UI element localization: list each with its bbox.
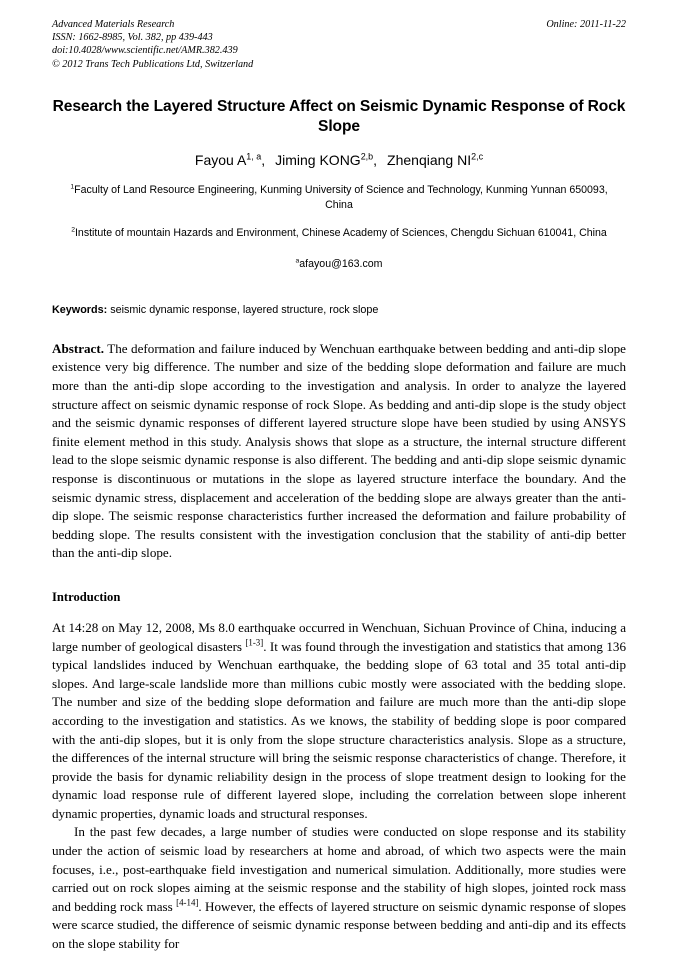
affiliation-marker: 2 [71, 226, 75, 234]
keywords-line [52, 303, 626, 318]
author-entry: Fayou A$^{1, a}$, [194, 151, 266, 168]
journal-name: Advanced Materials Research [52, 19, 175, 30]
affiliation-2 [56, 226, 622, 241]
author-affiliation-marker: 2,c [471, 151, 484, 162]
affiliation-marker: 1 [70, 183, 75, 191]
author-entry: Jiming KONG$^{2,b}$, [275, 151, 378, 168]
journal-copyright: © 2012 Trans Tech Publications Ltd, Switzerland [52, 58, 254, 70]
affiliation-text: Institute of mountain Hazards and Environment, Chinese Academy of Sciences, Chengdu Sichuan 610041, China [74, 226, 607, 239]
author-list [52, 151, 626, 169]
author-name: Zhenqiang NI [387, 151, 472, 168]
citation-marker: [1-3] [245, 637, 264, 648]
introduction-paragraph-1 [52, 619, 626, 824]
journal-issn: ISSN: 1662-8985, Vol. 382, pp 439-443 [52, 32, 213, 44]
email-address: afayou@163.com [299, 257, 383, 270]
email-marker: a [295, 257, 300, 265]
abstract-paragraph [52, 340, 626, 563]
paragraph-text-part: . However, the effects of layered structure on seismic dynamic response of slopes were scarce studied, the difference of seismic dynamic response between bedding and anti-dip and its effects on the slope stability for [52, 898, 626, 952]
paragraph-text-part: In the past few decades, a large number of studies were conducted on slope response and its stability under the action of seismic load by researchers at home and abroad, of which two aspects were the main focuses, i.e., post-earthquake field investigation and numerical simulation. Additionally, more studies were carried out on rock slopes aiming at the seismic response and the stability of high slopes, jointed rock mass and bedding rock mass [52, 824, 626, 914]
abstract-text: The deformation and failure induced by Wenchuan earthquake between bedding and anti-dip slope existence very big difference. The number and size of the bedding slope deformation and failure are much more than the anti-dip slope according to the investigation and analysis. In order to analyze the layered structure affect on seismic dynamic response of rock Slope. As bedding and anti-dip slope is the study object and the seismic dynamic responses of different layered structure slope have been studied by using ANSYS finite element method in this study. Analysis shows that slope as a structure, the internal structure different lead to the slope seismic dynamic response is also different. The bedding and anti-dip slope seismic dynamic response is discontinuous or mutations in the slope as layered structure interface the boundary. And the seismic dynamic stress, displacement and acceleration of the bedding slope are always greater than the anti-dip slope. The seismic response characteristics further increased the deformation and failure probability of bedding slope. The results consistent with the investigation conclusion that the stability of anti-dip better than the anti-dip slope. [52, 340, 626, 561]
citation-marker: [4-14] [176, 897, 199, 908]
author-entry [387, 152, 483, 168]
page-title: Research the Layered Structure Affect on Seismic Dynamic Response of Rock Slope [52, 97, 626, 135]
section-heading-introduction: Introduction [52, 589, 121, 604]
affiliation-text: Faculty of Land Resource Engineering, Kunming University of Science and Technology, Kunming Yunnan 650093, China [74, 183, 608, 211]
paragraph-text-part: At 14:28 on May 12, 2008, Ms 8.0 earthquake occurred in Wenchuan, Sichuan Province of China, inducing a large number of geological disasters [52, 619, 626, 654]
introduction-paragraph-2 [52, 823, 626, 953]
keywords-value: seismic dynamic response, layered structure, rock slope [107, 303, 379, 316]
journal-doi: doi:10.4028/www.scientific.net/AMR.382.439 [52, 45, 238, 57]
paragraph-text-part: . It was found through the investigation and statistics that among 136 typical landslides induced by Wenchuan earthquake, the bedding slope of 63 total and 35 total anti-dip slopes. And large-scale landslide more than millions cubic mostly were associated with the bedding slope. The number and size of the bedding slope deformation and failure are much more than the anti-dip slope according to the investigation and statistics. As we knows, the stability of bedding slope is poor compared with the anti-dip slopes, but it is only from the slope structure characteristics analysis. Slope as a structure, the differences of the internal structure will bring the seismic response characteristics of change. Therefore, it provide the basis for dynamic reliability design in the process of slope treatment design to looking for the dynamic load response rule of different layered slope, including the correlation between slope inherent dynamic properties, dynamic loads and structural responses. [52, 638, 626, 821]
author-affiliation-marker: 1, a [246, 151, 262, 162]
author-name: Fayou A [194, 151, 247, 168]
abstract-label: Abstract. [52, 340, 104, 356]
affiliation-1 [56, 183, 622, 213]
contact-email [52, 257, 626, 272]
journal-header [52, 18, 626, 71]
author-affiliation-marker: 2,b [360, 151, 374, 162]
author-name: Jiming KONG [275, 151, 361, 168]
online-date: Online: 2011-11-22 [546, 19, 626, 30]
keywords-label: Keywords: [52, 303, 108, 316]
